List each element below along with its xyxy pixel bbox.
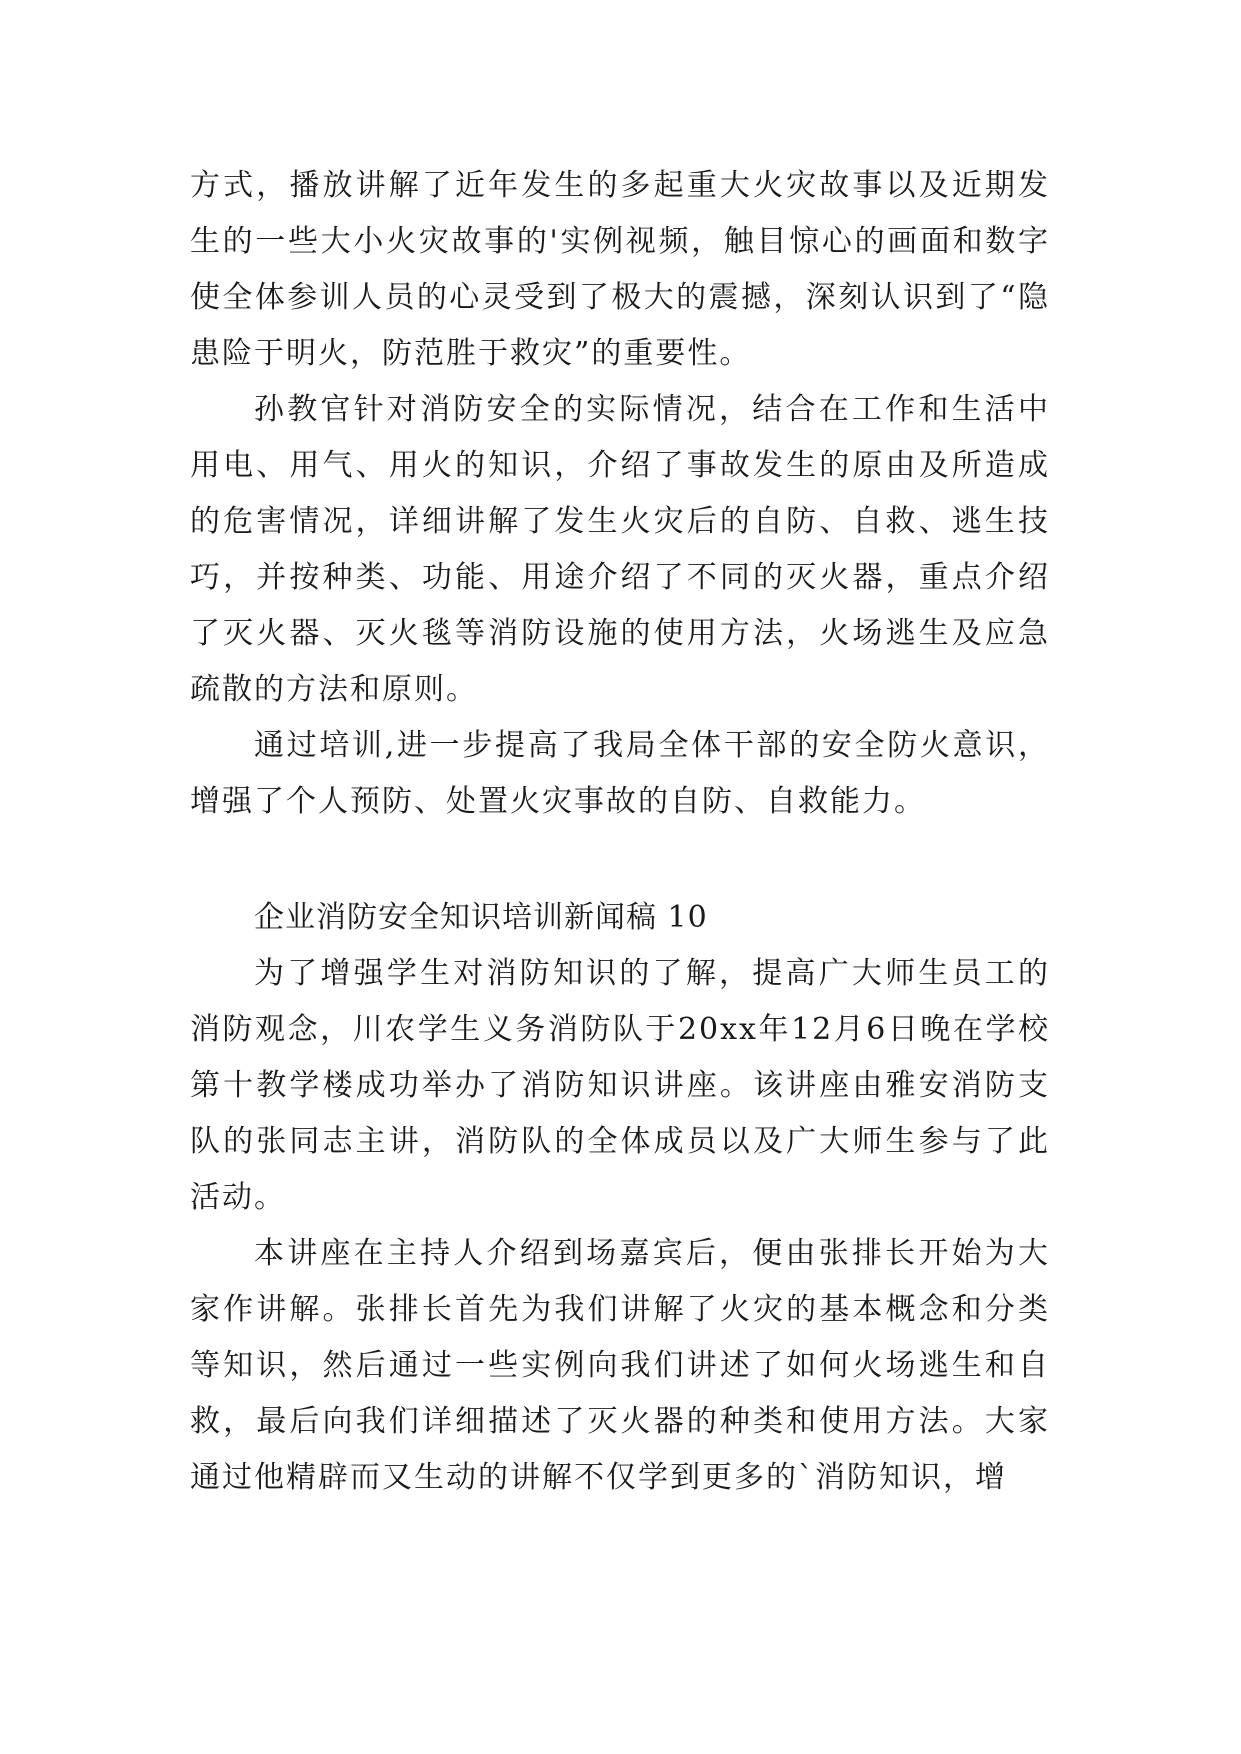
paragraph-lecture-intro: 为了增强学生对消防知识的了解，提高广大师生员工的消防观念，川农学生义务消防队于20xx年12月6日晚在学校第十教学楼成功举办了消防知识讲座。该讲座由雅安消防支队的张同志主讲，消防队的全体成员以及广大师生参与了此活动。: [190, 956, 1050, 1215]
paragraph-lecture-content: 本讲座在主持人介绍到场嘉宾后，便由张排长开始为大家作讲解。张排长首先为我们讲解了火灾的基本概念和分类等知识，然后通过一些实例向我们讲述了如何火场逃生和自救，最后向我们详细描述了灭火器的种类和使用方法。大家通过他精辟而又生动的讲解不仅学到更多的`消防知识，增: [190, 1236, 1050, 1495]
section-spacer: [190, 830, 1050, 890]
paragraph-continuation: 方式，播放讲解了近年发生的多起重大火灾故事以及近期发生的一些大小火灾故事的'实例视频，触目惊心的画面和数字使全体参训人员的心灵受到了极大的震撼，深刻认识到了“隐患险于明火，防范胜于救灾”的重要性。: [190, 168, 1050, 371]
section-title: 企业消防安全知识培训新闻稿 10: [254, 900, 708, 935]
paragraph-instructor: 孙教官针对消防安全的实际情况，结合在工作和生活中用电、用气、用火的知识，介绍了事故发生的原由及所造成的危害情况，详细讲解了发生火灾后的自防、自救、逃生技巧，并按种类、功能、用途介绍了不同的灭火器，重点介绍了灭火器、灭火毯等消防设施的使用方法，火场逃生及应急疏散的方法和原则。: [190, 392, 1050, 707]
paragraph-training-result: 通过培训,进一步提高了我局全体干部的安全防火意识，增强了个人预防、处置火灾事故的自防、自救能力。: [190, 728, 1050, 819]
document-body: [190, 158, 1050, 1506]
